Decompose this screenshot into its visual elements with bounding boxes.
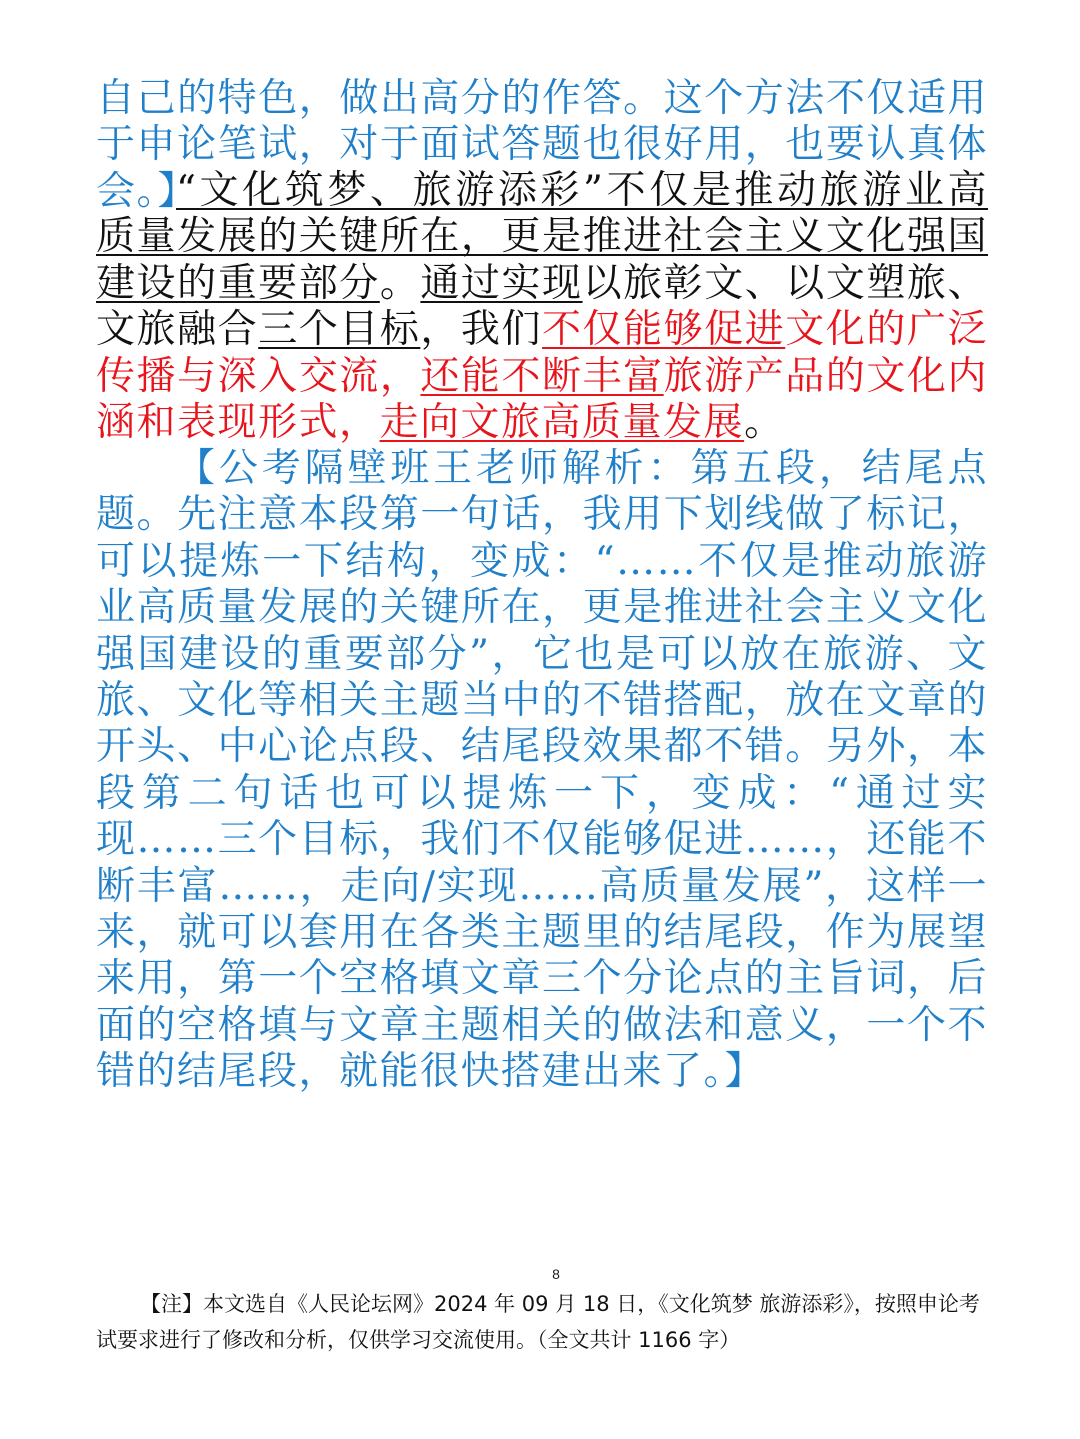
underlined-key-sentence: “文化筑梦、旅游添彩”不仅是推动旅游业高质量发展的关键所在，更是推进社会主义文化强国建设的重要部分 <box>96 168 988 306</box>
analysis-text: 【公考隔壁班王老师解析：第五段，结尾点题。先注意本段第一句话，我用下划线做了标记，可以提炼一下结构，变成：“……不仅是推动旅游业高质量发展的关键所在，更是推进社会主义文化强国建设的重要部分”，它也是可以放在旅游、文旅、文化等相关主题当中的不错搭配，放在文章的开头、中心论点段、结尾段效果都不错。另外，本段第二句话也可以提炼一下，变成：“通过实现……三个目标，我们不仅能够促进……，还能不断丰富……，走向/实现……高质量发展”，这样一来，就可以套用在各类主题里的结尾段，作为展望来用，第一个空格填文章三个分论点的主旨词，后面的空格填与文章主题相关的做法和意义，一个不错的结尾段，就能很快搭建出来了。】 <box>96 446 988 1095</box>
red-underlined-phrase: 不仅能够促进 <box>542 307 786 353</box>
source-footnote: 【注】本文选自《人民论坛网》2024 年 09 月 18 日，《文化筑梦 旅游添彩》，按照申论考试要求进行了修改和分析，仅供学习交流使用。（全文共计 1166 字） <box>96 1292 980 1352</box>
page-number: 8 <box>552 1266 560 1282</box>
underlined-phrase: 三个目标 <box>258 307 421 353</box>
plain-text: ，我们 <box>420 307 543 353</box>
red-punctuation: ， <box>379 353 421 399</box>
teacher-analysis-paragraph <box>96 446 988 1096</box>
red-punctuation: ， <box>339 400 380 446</box>
underlined-phrase: 通过实现 <box>420 260 583 306</box>
red-text: 旅游产品的文化内涵和表现形式 <box>96 353 988 446</box>
punctuation: 。 <box>379 260 421 306</box>
punctuation: 。 <box>744 400 785 446</box>
plain-text: 以旅彰文、以文塑旅、文旅融合 <box>96 260 988 353</box>
red-underlined-phrase: 走向文旅 <box>379 400 542 446</box>
red-text: 文化的广泛传播与深入交流 <box>96 307 988 399</box>
red-underlined-phrase: 还能不断丰富 <box>420 353 664 399</box>
essay-closing-paragraph <box>96 168 988 446</box>
analysis-text: 自己的特色，做出高分的作答。这个方法不仅适用于申论笔试，对于面试答题也很好用，也要认真体会。】 <box>96 76 988 214</box>
red-underlined-phrase: 高质量发展 <box>541 400 745 446</box>
